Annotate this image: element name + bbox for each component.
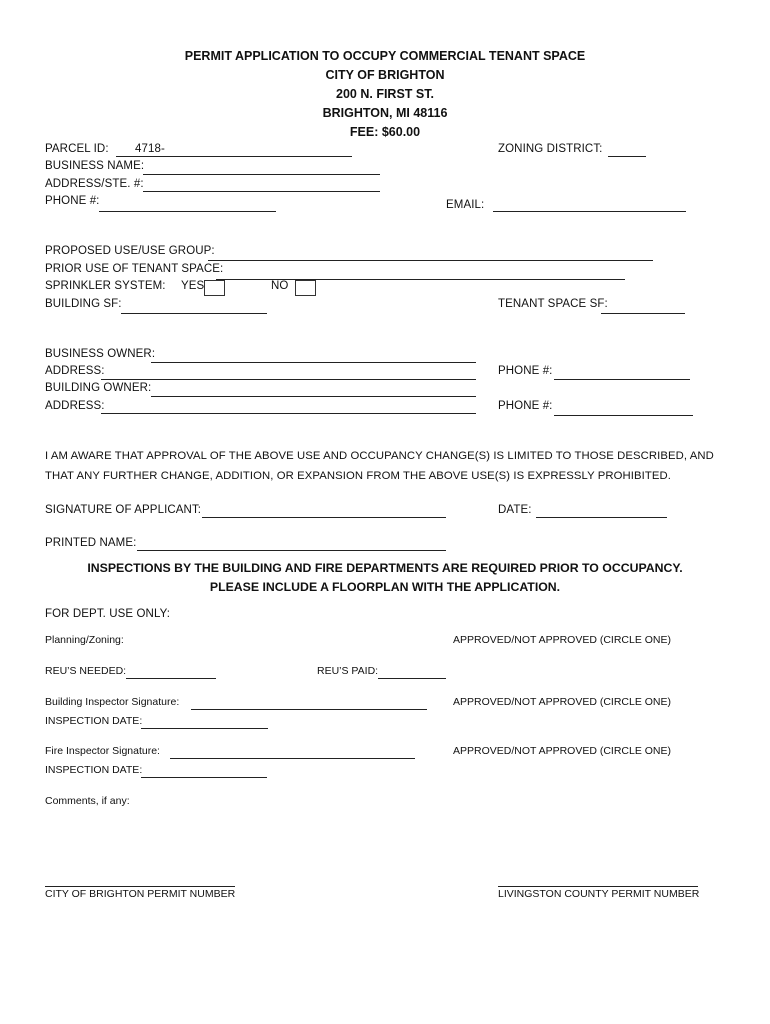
date-field[interactable] xyxy=(536,517,667,518)
parcel-id-field[interactable] xyxy=(116,156,352,157)
printed-name-field[interactable] xyxy=(137,550,446,551)
statement-line-2: THAT ANY FURTHER CHANGE, ADDITION, OR EXPANSION FROM THE ABOVE USE(S) IS EXPRESSLY PROHIBITED. xyxy=(45,470,672,482)
city-name: CITY OF BRIGHTON xyxy=(325,68,445,82)
form-title: PERMIT APPLICATION TO OCCUPY COMMERCIAL TENANT SPACE xyxy=(184,49,586,63)
statement-line-1: I AM AWARE THAT APPROVAL OF THE ABOVE USE AND OCCUPANCY CHANGE(S) IS LIMITED TO THOSE DESCRIBED, AND xyxy=(45,450,714,462)
building-owner-phone-label: PHONE #: xyxy=(498,400,553,412)
sprinkler-no-checkbox[interactable] xyxy=(295,280,316,296)
fire-inspector-signature-field[interactable] xyxy=(170,758,415,759)
building-inspection-date-label: INSPECTION DATE: xyxy=(45,715,143,727)
date-label: DATE: xyxy=(498,504,532,516)
printed-name-label: PRINTED NAME: xyxy=(45,537,137,549)
business-owner-phone-field[interactable] xyxy=(554,379,690,380)
sprinkler-no-label: NO xyxy=(271,280,289,292)
building-owner-phone-field[interactable] xyxy=(554,415,693,416)
building-owner-address-label: ADDRESS: xyxy=(45,400,105,412)
tenant-space-sf-field[interactable] xyxy=(601,313,685,314)
inspection-notice: INSPECTIONS BY THE BUILDING AND FIRE DEPARTMENTS ARE REQUIRED PRIOR TO OCCUPANCY. xyxy=(87,561,683,575)
fee-amount: FEE: $60.00 xyxy=(349,125,421,139)
tenant-space-sf-label: TENANT SPACE SF: xyxy=(498,298,608,310)
email-field[interactable] xyxy=(493,211,686,212)
applicant-signature-label: SIGNATURE OF APPLICANT: xyxy=(45,504,202,516)
city-state-zip: BRIGHTON, MI 48116 xyxy=(322,106,448,120)
fire-inspector-label: Fire Inspector Signature: xyxy=(45,745,160,757)
proposed-use-field[interactable] xyxy=(208,260,653,261)
planning-zoning-label: Planning/Zoning: xyxy=(45,634,124,646)
sprinkler-yes-checkbox[interactable] xyxy=(204,280,225,296)
building-owner-label: BUILDING OWNER: xyxy=(45,382,152,394)
business-name-label: BUSINESS NAME: xyxy=(45,160,145,172)
business-owner-phone-label: PHONE #: xyxy=(498,365,553,377)
parcel-id-label: PARCEL ID: xyxy=(45,143,109,155)
fire-inspection-date-label: INSPECTION DATE: xyxy=(45,764,143,776)
building-inspector-label: Building Inspector Signature: xyxy=(45,696,180,708)
sprinkler-yes-label: YES xyxy=(181,280,205,292)
building-owner-address-field[interactable] xyxy=(101,413,476,414)
floorplan-notice: PLEASE INCLUDE A FLOORPLAN WITH THE APPLICATION. xyxy=(209,580,561,594)
parcel-id-value: 4718- xyxy=(135,143,165,155)
city-permit-number-field[interactable] xyxy=(45,886,235,887)
building-inspection-date-field[interactable] xyxy=(141,728,268,729)
reus-paid-label: REU’S PAID: xyxy=(317,665,379,677)
building-sf-label: BUILDING SF: xyxy=(45,298,122,310)
zoning-district-label: ZONING DISTRICT: xyxy=(498,143,603,155)
reus-needed-label: REU’S NEEDED: xyxy=(45,665,127,677)
sprinkler-system-label: SPRINKLER SYSTEM: xyxy=(45,280,166,292)
phone-field[interactable] xyxy=(99,211,276,212)
applicant-signature-field[interactable] xyxy=(202,517,446,518)
dept-use-heading: FOR DEPT. USE ONLY: xyxy=(45,608,171,620)
business-owner-address-label: ADDRESS: xyxy=(45,365,105,377)
county-permit-number-field[interactable] xyxy=(498,886,698,887)
business-owner-field[interactable] xyxy=(151,362,476,363)
street-address: 200 N. FIRST ST. xyxy=(336,87,434,101)
business-owner-address-field[interactable] xyxy=(101,379,476,380)
county-permit-number-label: LIVINGSTON COUNTY PERMIT NUMBER xyxy=(498,888,700,900)
reus-needed-field[interactable] xyxy=(126,678,216,679)
reus-paid-field[interactable] xyxy=(378,678,446,679)
building-sf-field[interactable] xyxy=(121,313,267,314)
building-owner-field[interactable] xyxy=(151,396,476,397)
fire-inspection-date-field[interactable] xyxy=(141,777,267,778)
business-name-field[interactable] xyxy=(143,174,380,175)
planning-approval-status: APPROVED/NOT APPROVED (CIRCLE ONE) xyxy=(453,634,672,646)
comments-label: Comments, if any: xyxy=(45,795,130,807)
business-owner-label: BUSINESS OWNER: xyxy=(45,348,156,360)
prior-use-label: PRIOR USE OF TENANT SPACE: xyxy=(45,263,224,275)
city-permit-number-label: CITY OF BRIGHTON PERMIT NUMBER xyxy=(45,888,236,900)
comments-area[interactable] xyxy=(45,812,725,872)
building-inspector-signature-field[interactable] xyxy=(191,709,427,710)
email-label: EMAIL: xyxy=(446,199,485,211)
address-ste-field[interactable] xyxy=(143,191,380,192)
building-approval-status: APPROVED/NOT APPROVED (CIRCLE ONE) xyxy=(453,696,672,708)
proposed-use-label: PROPOSED USE/USE GROUP: xyxy=(45,245,215,257)
phone-label: PHONE #: xyxy=(45,195,100,207)
fire-approval-status: APPROVED/NOT APPROVED (CIRCLE ONE) xyxy=(453,745,672,757)
address-ste-label: ADDRESS/STE. #: xyxy=(45,178,144,190)
zoning-district-field[interactable] xyxy=(608,156,646,157)
